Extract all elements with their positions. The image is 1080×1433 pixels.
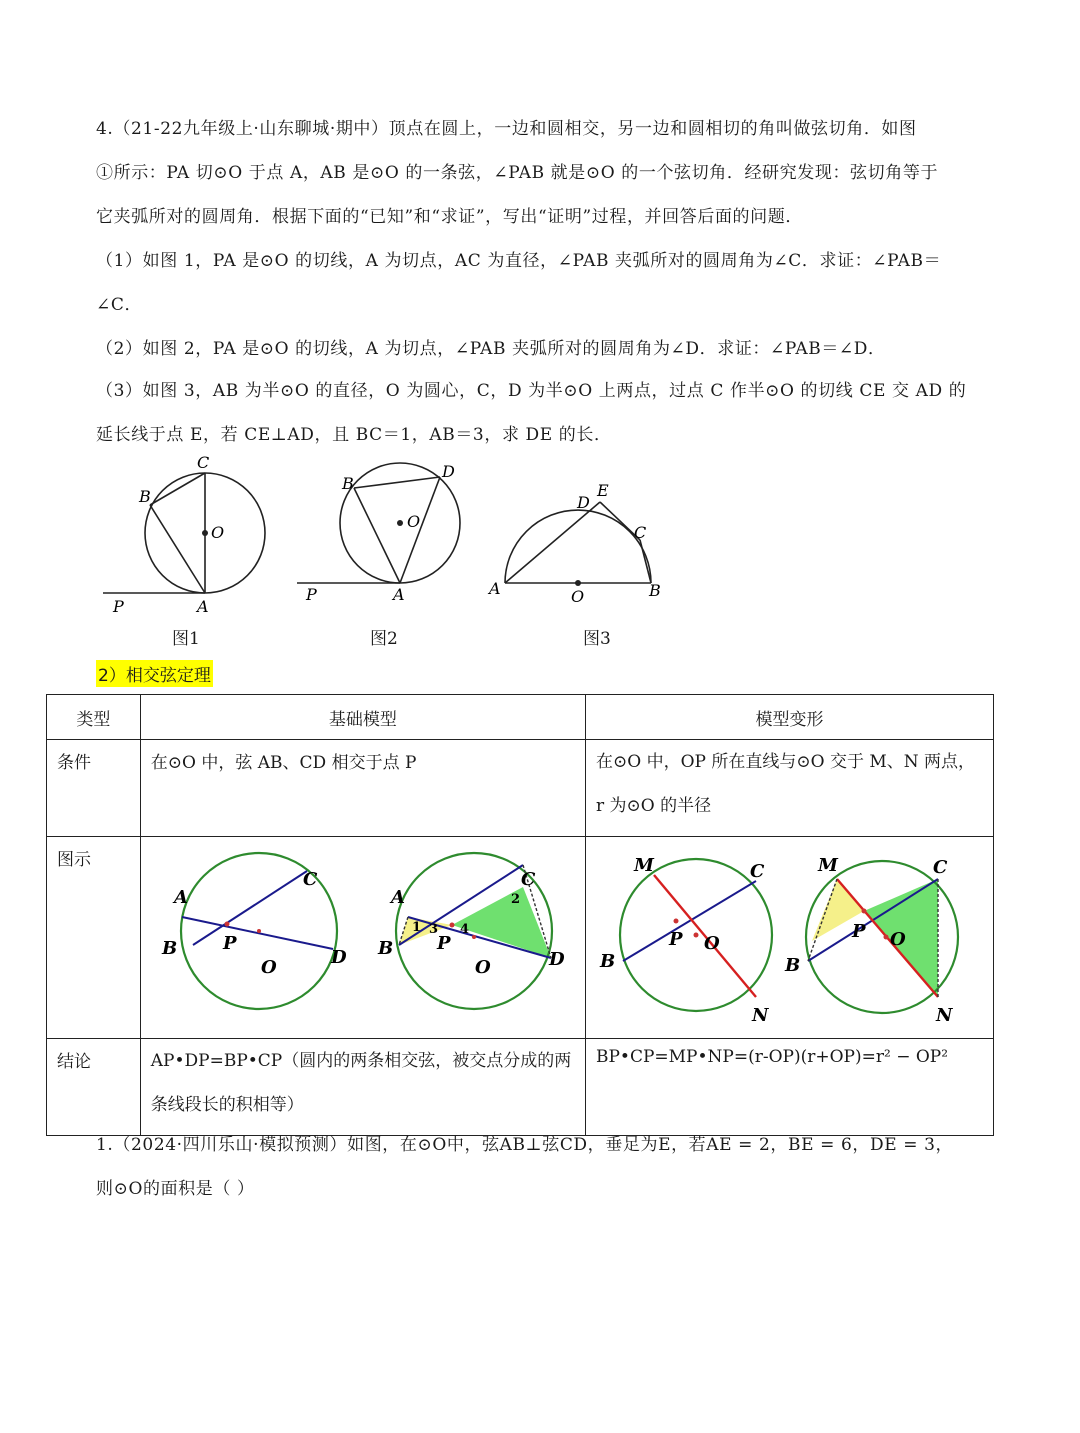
variant2-label-N: N [936,1005,953,1026]
basic1-label-D: D [330,947,347,968]
basic1-label-B: B [161,938,177,959]
row-label-diagram: 图示 [47,837,141,1039]
figure-3-caption: 图3 [583,629,611,649]
condition-variant: 在⊙O 中，OP 所在直线与⊙O 交于 M、N 两点，r 为⊙O 的半径 [586,740,994,837]
basic2-label-B: B [377,938,393,959]
fig1-label-O: O [211,523,225,542]
fig3-label-E: E [597,481,609,500]
fig3-label-D: D [577,493,590,512]
diagram-variant-cell [586,837,994,1039]
figure-2-tangent-chord [292,455,477,620]
variant2-label-O: O [890,929,906,950]
basic-model-diagrams [141,837,566,1037]
variant2-label-P: P [852,921,866,942]
basic2-label-O: O [474,957,491,978]
variant1-label-M: M [634,855,654,876]
fig2-label-A: A [393,585,405,604]
problem1-line1: 1.（2024·四川乐山·模拟预测）如图，在⊙O中，弦AB⊥弦CD，垂足为E，若AE = 2，BE = 6，DE = 3， [96,1135,954,1155]
fig3-label-B: B [649,581,661,600]
figure-2-caption: 图2 [370,629,398,649]
problem4-part1-line2: ∠C． [96,295,143,315]
row-label-condition: 条件 [47,740,141,837]
basic1-label-O: O [260,957,277,978]
fig2-label-O: O [407,512,421,531]
fig1-label-P: P [113,597,124,616]
fig2-label-P: P [306,585,317,604]
section-heading: 2）相交弦定理 [96,660,213,687]
basic2-label-A: A [390,887,405,908]
basic2-label-C: C [520,869,536,890]
variant-model-diagrams [586,837,993,1037]
problem1-line2: 则⊙O的面积是（ ） [96,1179,255,1199]
conclusion-basic: AP•DP=BP•CP（圆内的两条相交弦，被交点分成的两条线段长的积相等） [140,1039,585,1136]
conclusion-variant: BP•CP=MP•NP=(r-OP)(r+OP)=r² − OP² [586,1039,994,1136]
basic2-angle-2: 2 [510,892,520,907]
basic2-angle-1: 1 [411,920,421,935]
fig1-label-C: C [197,453,210,472]
basic1-label-P: P [222,933,237,954]
variant2-label-M: M [818,855,838,876]
fig2-label-D: D [442,462,455,481]
fig1-label-A: A [197,597,209,616]
table-row-diagram [47,837,994,1039]
header-basic: 基础模型 [140,695,585,740]
diagram-basic-cell [140,837,585,1039]
variant2-label-B: B [785,955,801,976]
problem4-line3: 它夹弧所对的圆周角．根据下面的“已知”和“求证”，写出“证明”过程，并回答后面的问题． [96,207,803,227]
variant1-label-C: C [750,861,765,882]
figure-3-semicircle [485,478,670,608]
fig1-label-B: B [139,487,151,506]
problem4-part3-line2: 延长线于点 E，若 CE⊥AD，且 BC＝1，AB＝3，求 DE 的长． [96,425,612,445]
header-type: 类型 [47,695,141,740]
fig3-label-O: O [571,587,585,606]
variant1-label-N: N [752,1005,769,1026]
intersecting-chords-table [46,694,994,1136]
problem4-part2: （2）如图 2，PA 是⊙O 的切线，A 为切点，∠PAB 夹弧所对的圆周角为∠D．求证：∠PAB＝∠D． [96,339,886,359]
basic1-label-A: A [173,887,188,908]
row-label-conclusion: 结论 [47,1039,141,1136]
basic2-label-P: P [436,933,451,954]
fig3-label-A: A [489,579,501,598]
problem4-part3-line1: （3）如图 3，AB 为半⊙O 的直径，O 为圆心，C，D 为半⊙O 上两点，过点 C 作半⊙O 的切线 CE 交 AD 的 [96,381,967,401]
variant2-label-C: C [933,857,948,878]
table-header-row [47,695,994,740]
fig3-label-C: C [634,523,647,542]
header-variant: 模型变形 [586,695,994,740]
condition-basic: 在⊙O 中，弦 AB、CD 相交于点 P [140,740,585,837]
table-row-conclusion [47,1039,994,1136]
table-row-condition [47,740,994,837]
basic1-label-C: C [302,869,318,890]
basic2-angle-3: 3 [428,922,438,937]
fig2-label-B: B [342,474,354,493]
variant1-label-P: P [669,929,683,950]
variant1-label-B: B [600,951,616,972]
basic2-label-D: D [548,949,565,970]
problem4-line2: ①所示：PA 切⊙O 于点 A，AB 是⊙O 的一条弦，∠PAB 就是⊙O 的一个弦切角．经研究发现：弦切角等于 [96,163,939,183]
basic2-angle-4: 4 [459,922,469,937]
problem4-line1: 4.（21-22九年级上·山东聊城·期中）顶点在圆上，一边和圆相交，另一边和圆相切的角叫做弦切角．如图 [96,119,917,139]
problem4-part1-line1: （1）如图 1，PA 是⊙O 的切线，A 为切点，AC 为直径，∠PAB 夹弧所对的圆周角为∠C．求证：∠PAB＝ [96,251,942,271]
variant1-label-O: O [704,933,720,954]
figure-1-caption: 图1 [172,629,200,649]
figure-1-tangent-diameter [95,450,280,620]
